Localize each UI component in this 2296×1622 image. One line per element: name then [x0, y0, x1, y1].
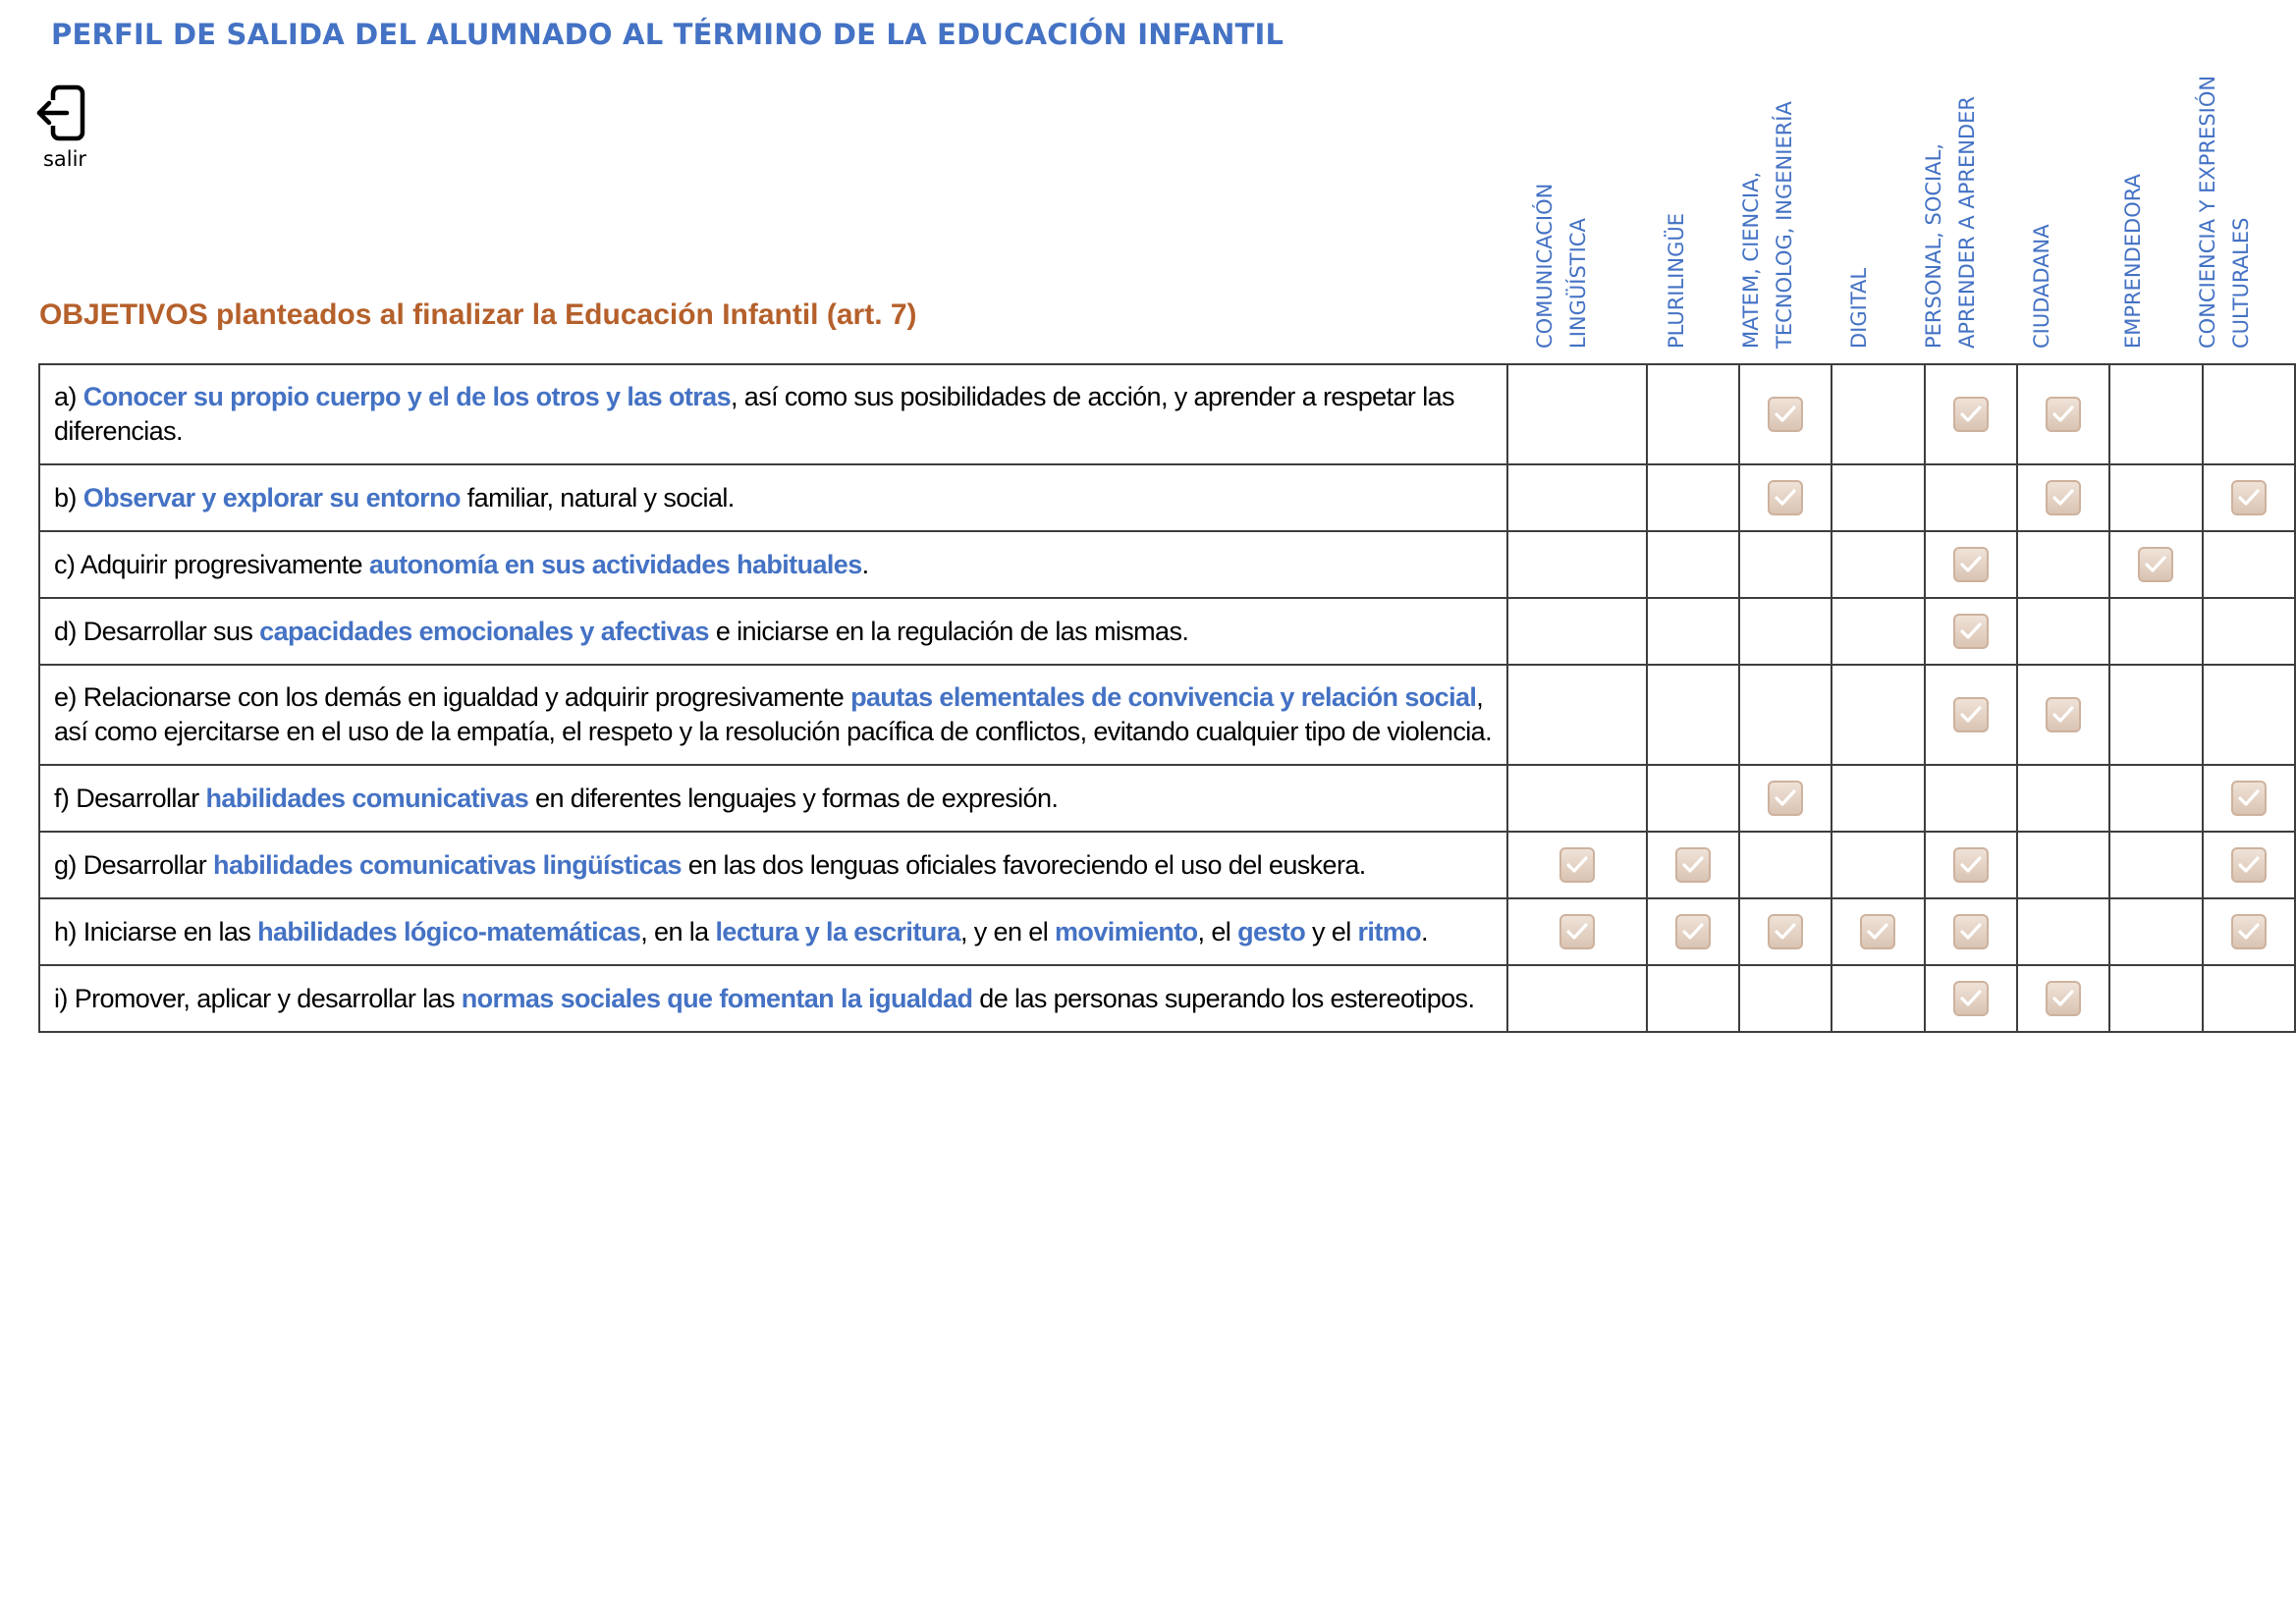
check-cell	[1831, 464, 1924, 531]
check-cell	[1739, 598, 1831, 665]
text-segment: f) Desarrollar	[54, 783, 206, 813]
checkbox-checked-icon	[1675, 847, 1711, 883]
objectives-table	[38, 363, 2296, 1033]
highlighted-text: autonomía en sus actividades habituales	[368, 549, 862, 579]
checkbox-checked-icon	[1768, 914, 1803, 949]
highlighted-text: habilidades comunicativas lingüísticas	[213, 849, 682, 880]
check-cell	[2017, 832, 2109, 898]
exit-label: salir	[42, 147, 87, 171]
table-row	[39, 965, 2295, 1032]
check-cell	[1507, 965, 1647, 1032]
check-cell	[2203, 531, 2295, 598]
highlighted-text: habilidades lógico-matemáticas	[257, 916, 641, 946]
text-segment: .	[861, 549, 869, 579]
check-cell	[1925, 598, 2017, 665]
column-header	[1630, 29, 1722, 349]
objective-text	[39, 665, 1507, 765]
checkbox-checked-icon	[1953, 614, 1989, 649]
check-cell	[2017, 898, 2109, 965]
check-cell	[1739, 464, 1831, 531]
text-segment: c) Adquirir progresivamente	[54, 549, 369, 579]
checkbox-checked-icon	[2138, 547, 2173, 582]
check-cell	[1831, 665, 1924, 765]
checkbox-checked-icon	[1953, 847, 1989, 883]
column-header	[1722, 29, 1813, 349]
objective-text	[39, 598, 1507, 665]
text-segment: , así como ejercitarse en el uso de la empatía, el respeto y la resolución pacífica de conflictos, evitando cualquier tipo de violencia.	[54, 682, 1492, 746]
check-cell	[1739, 965, 1831, 1032]
checkbox-checked-icon	[2231, 847, 2267, 883]
checkbox-checked-icon	[1559, 914, 1595, 949]
highlighted-text: normas sociales que fomentan la igualdad	[461, 983, 973, 1013]
table-row	[39, 765, 2295, 832]
check-cell	[1925, 665, 2017, 765]
check-cell	[1647, 898, 1739, 965]
checkbox-checked-icon	[2046, 697, 2081, 732]
check-cell	[2017, 464, 2109, 531]
column-header	[1904, 29, 1995, 349]
check-cell	[1925, 898, 2017, 965]
check-cell	[2017, 665, 2109, 765]
column-header-label: CIUDADANA	[2029, 224, 2053, 349]
text-segment: en las dos lenguas oficiales favoreciendo el uso del euskera.	[681, 849, 1366, 880]
objective-text	[39, 531, 1507, 598]
text-segment: en diferentes lenguajes y formas de expresión.	[528, 783, 1059, 813]
checkbox-checked-icon	[1953, 547, 1989, 582]
text-segment: e) Relacionarse con los demás en igualdad y adquirir progresivamente	[54, 682, 851, 712]
table-row	[39, 832, 2295, 898]
check-cell	[2109, 898, 2202, 965]
check-cell	[1925, 832, 2017, 898]
check-cell	[1739, 832, 1831, 898]
text-segment: b)	[54, 482, 83, 513]
text-segment: de las personas superando los estereotipos.	[972, 983, 1475, 1013]
text-segment: familiar, natural y social.	[460, 482, 735, 513]
checkbox-checked-icon	[2046, 397, 2081, 432]
check-cell	[2109, 464, 2202, 531]
objective-text	[39, 965, 1507, 1032]
objective-text	[39, 364, 1507, 464]
column-header	[1813, 29, 1904, 349]
column-header-label: CONCIENCIA Y EXPRESIÓN CULTURALES	[2195, 75, 2253, 349]
checkbox-checked-icon	[2231, 781, 2267, 816]
highlighted-text: habilidades comunicativas	[205, 783, 529, 813]
objective-text	[39, 464, 1507, 531]
table-row	[39, 531, 2295, 598]
check-cell	[2203, 765, 2295, 832]
column-header	[2178, 29, 2269, 349]
check-cell	[2109, 364, 2202, 464]
check-cell	[1507, 765, 1647, 832]
check-cell	[1831, 965, 1924, 1032]
check-cell	[1925, 765, 2017, 832]
check-cell	[2203, 665, 2295, 765]
check-cell	[1507, 832, 1647, 898]
check-cell	[1739, 364, 1831, 464]
table-row	[39, 598, 2295, 665]
checkbox-checked-icon	[1768, 781, 1803, 816]
objectives-title	[39, 298, 917, 332]
checkbox-checked-icon	[1559, 847, 1595, 883]
text-segment: h) Iniciarse en las	[54, 916, 258, 946]
check-cell	[2203, 364, 2295, 464]
check-cell	[2109, 765, 2202, 832]
highlighted-text: movimiento	[1055, 916, 1198, 946]
check-cell	[1739, 531, 1831, 598]
checkbox-checked-icon	[1768, 480, 1803, 515]
objectives-title-rest: planteados al finalizar la Educación Infantil (art. 7)	[207, 298, 917, 331]
text-segment: , y en el	[959, 916, 1056, 946]
check-cell	[1831, 765, 1924, 832]
checkbox-checked-icon	[2231, 914, 2267, 949]
text-segment: i) Promover, aplicar y desarrollar las	[54, 983, 462, 1013]
check-cell	[2203, 464, 2295, 531]
checkbox-checked-icon	[2046, 480, 2081, 515]
table-row	[39, 898, 2295, 965]
check-cell	[1647, 464, 1739, 531]
checkbox-checked-icon	[2231, 480, 2267, 515]
check-cell	[2109, 531, 2202, 598]
check-cell	[1831, 832, 1924, 898]
page-title: PERFIL DE SALIDA DEL ALUMNADO AL TÉRMINO DE LA EDUCACIÓN INFANTIL	[51, 18, 1285, 51]
check-cell	[2109, 832, 2202, 898]
check-cell	[1831, 898, 1924, 965]
text-segment: , así como sus posibilidades de acción, y aprender a respetar las diferencias.	[54, 382, 1454, 446]
column-header-label: EMPRENDEDORA	[2120, 174, 2145, 349]
check-cell	[1831, 364, 1924, 464]
checkbox-checked-icon	[1953, 697, 1989, 732]
check-cell	[1739, 765, 1831, 832]
text-segment: e iniciarse en la regulación de las mismas.	[708, 616, 1189, 646]
text-segment: g) Desarrollar	[54, 849, 214, 880]
checkbox-checked-icon	[1675, 914, 1711, 949]
check-cell	[1507, 464, 1647, 531]
check-cell	[1647, 364, 1739, 464]
check-cell	[1507, 898, 1647, 965]
check-cell	[1647, 765, 1739, 832]
checkbox-checked-icon	[1860, 914, 1895, 949]
table-row	[39, 364, 2295, 464]
check-cell	[1739, 665, 1831, 765]
check-cell	[1507, 598, 1647, 665]
objective-text	[39, 765, 1507, 832]
column-header-label: DIGITAL	[1846, 267, 1871, 349]
highlighted-text: pautas elementales de convivencia y relación social	[850, 682, 1477, 712]
column-header	[1492, 29, 1630, 349]
check-cell	[1925, 364, 2017, 464]
check-cell	[1831, 531, 1924, 598]
check-cell	[1647, 965, 1739, 1032]
check-cell	[2203, 598, 2295, 665]
checkbox-checked-icon	[2046, 981, 2081, 1016]
check-cell	[1507, 364, 1647, 464]
objective-text	[39, 832, 1507, 898]
check-cell	[2017, 364, 2109, 464]
text-segment: a)	[54, 382, 83, 411]
check-cell	[1739, 898, 1831, 965]
checkbox-checked-icon	[1953, 397, 1989, 432]
check-cell	[2203, 965, 2295, 1032]
text-segment: , el	[1197, 916, 1238, 946]
text-segment: .	[1421, 916, 1428, 946]
check-cell	[1925, 464, 2017, 531]
check-cell	[1647, 665, 1739, 765]
check-cell	[1925, 965, 2017, 1032]
text-segment: , en la	[640, 916, 716, 946]
column-header-label: MATEM, CIENCIA, TECNOLOG, INGENIERÍA	[1738, 101, 1796, 349]
text-segment: d) Desarrollar sus	[54, 616, 260, 646]
highlighted-text: Conocer su propio cuerpo y el de los otros y las otras	[82, 382, 731, 411]
check-cell	[2109, 598, 2202, 665]
highlighted-text: ritmo	[1357, 916, 1422, 946]
highlighted-text: lectura y la escritura	[715, 916, 960, 946]
text-segment: y el	[1305, 916, 1358, 946]
check-cell	[1647, 832, 1739, 898]
table-row	[39, 665, 2295, 765]
check-cell	[2017, 598, 2109, 665]
highlighted-text: Observar y explorar su entorno	[82, 482, 461, 513]
objectives-title-highlight: OBJETIVOS	[39, 298, 208, 331]
column-header-label: PLURILINGÜE	[1664, 213, 1688, 349]
column-header-label: PERSONAL, SOCIAL, APRENDER A APRENDER	[1921, 96, 1979, 349]
check-cell	[2109, 965, 2202, 1032]
check-cell	[2017, 965, 2109, 1032]
check-cell	[1647, 598, 1739, 665]
check-cell	[2017, 765, 2109, 832]
table-row	[39, 464, 2295, 531]
exit-icon	[33, 82, 90, 143]
highlighted-text: capacidades emocionales y afectivas	[259, 616, 709, 646]
check-cell	[2017, 531, 2109, 598]
check-cell	[1925, 531, 2017, 598]
checkbox-checked-icon	[1953, 914, 1989, 949]
checkbox-checked-icon	[1768, 397, 1803, 432]
column-header	[2087, 29, 2178, 349]
objective-text	[39, 898, 1507, 965]
check-cell	[2203, 898, 2295, 965]
check-cell	[2203, 832, 2295, 898]
check-cell	[2109, 665, 2202, 765]
column-header	[1995, 29, 2087, 349]
column-header-label: COMUNICACIÓN LINGÜÍSTICA	[1532, 183, 1590, 349]
exit-button[interactable]	[26, 82, 104, 181]
highlighted-text: gesto	[1237, 916, 1306, 946]
checkbox-checked-icon	[1953, 981, 1989, 1016]
check-cell	[1831, 598, 1924, 665]
check-cell	[1507, 531, 1647, 598]
check-cell	[1647, 531, 1739, 598]
check-cell	[1507, 665, 1647, 765]
